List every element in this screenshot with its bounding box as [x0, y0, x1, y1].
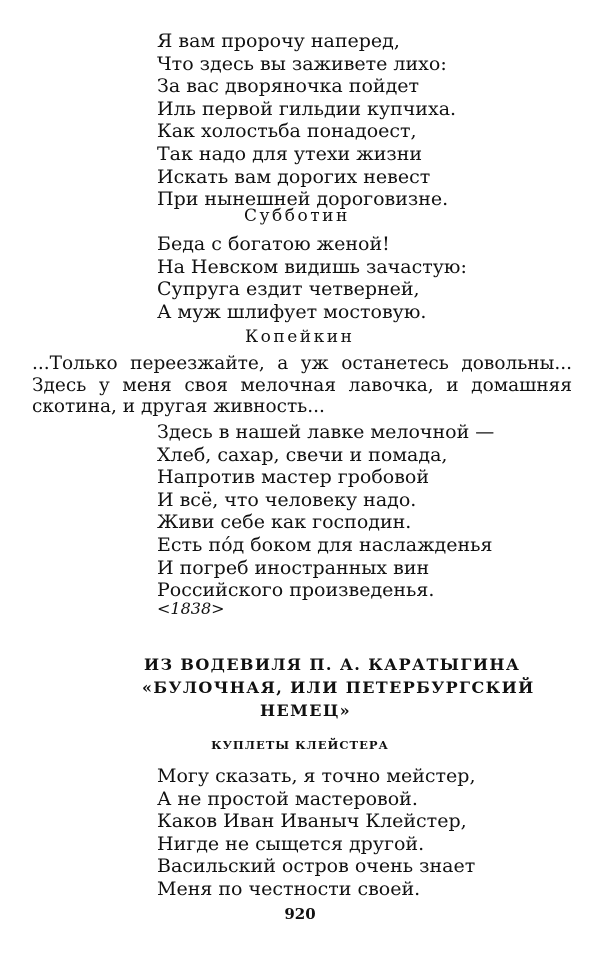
verse-line: Каков Иван Иваныч Клейстер, — [157, 810, 467, 833]
verse-line: Хлеб, сахар, свечи и помада, — [157, 443, 448, 466]
verse-line: Есть по́д боком для наслажденья — [157, 533, 493, 556]
verse-line: Российского произведенья. — [157, 579, 435, 602]
date-note: <1838> — [157, 599, 225, 618]
stanza-3 — [157, 421, 494, 602]
verse-line: Могу сказать, я точно мейстер, — [157, 765, 476, 787]
verse-line: На Невском видишь зачастую: — [157, 255, 467, 278]
verse-line: Здесь в нашей лавке мелочной — — [157, 421, 495, 443]
verse-line: А муж шлифует мостовую. — [157, 300, 427, 323]
verse-line: И всё, что человеку надо. — [157, 488, 417, 511]
verse-line: И погреб иностранных вин — [157, 556, 430, 579]
verse-line: Так надо для утехи жизни — [157, 142, 423, 165]
verse-line: Как холостьба понадоест, — [157, 120, 417, 143]
verse-line: А не простой мастеровой. — [157, 787, 418, 810]
verse-line: Супруга ездит четверней, — [157, 278, 420, 301]
stanza-4 — [157, 765, 476, 901]
subheading: КУПЛЕТЫ КЛЕЙСТЕРА — [211, 738, 389, 752]
verse-line: Васильский остров очень знает — [157, 855, 476, 878]
verse-line: Меня по честности своей. — [157, 877, 421, 900]
verse-line: Искать вам дорогих невест — [157, 165, 431, 188]
verse-line: Беда с богатою женой! — [157, 233, 390, 255]
stanza-1 — [157, 30, 456, 211]
verse-line: Нигде не сыщется другой. — [157, 832, 425, 855]
verse-line: Что здесь вы заживете лихо: — [157, 52, 447, 75]
verse-line: Напротив мастер гробовой — [157, 466, 430, 489]
stanza-2 — [157, 233, 467, 323]
verse-line: Иль первой гильдии купчиха. — [157, 97, 457, 120]
section-heading — [100, 653, 535, 722]
verse-line: Живи себе как господин. — [157, 511, 412, 534]
heading-line-2: «БУЛОЧНАЯ, ИЛИ ПЕТЕРБУРГСКИЙ — [142, 678, 535, 697]
speaker-subbotin: Субботин — [244, 206, 350, 226]
page-number: 920 — [284, 905, 316, 923]
speaker-kopeikin: Копейкин — [245, 327, 355, 347]
verse-line: Я вам пророчу наперед, — [157, 30, 400, 52]
verse-line: За вас дворяночка пойдет — [157, 75, 420, 98]
prose-paragraph: ...Только переезжайте, а уж останетесь довольны... Здесь у меня своя мелочная лавочка, и домашняя скотина, и другая живность... — [32, 353, 572, 417]
verse-line: При нынешней дороговизне. — [157, 188, 449, 211]
heading-line-1: ИЗ ВОДЕВИЛЯ П. А. КАРАТЫГИНА — [144, 655, 521, 674]
heading-line-3: НЕМЕЦ» — [260, 701, 352, 720]
